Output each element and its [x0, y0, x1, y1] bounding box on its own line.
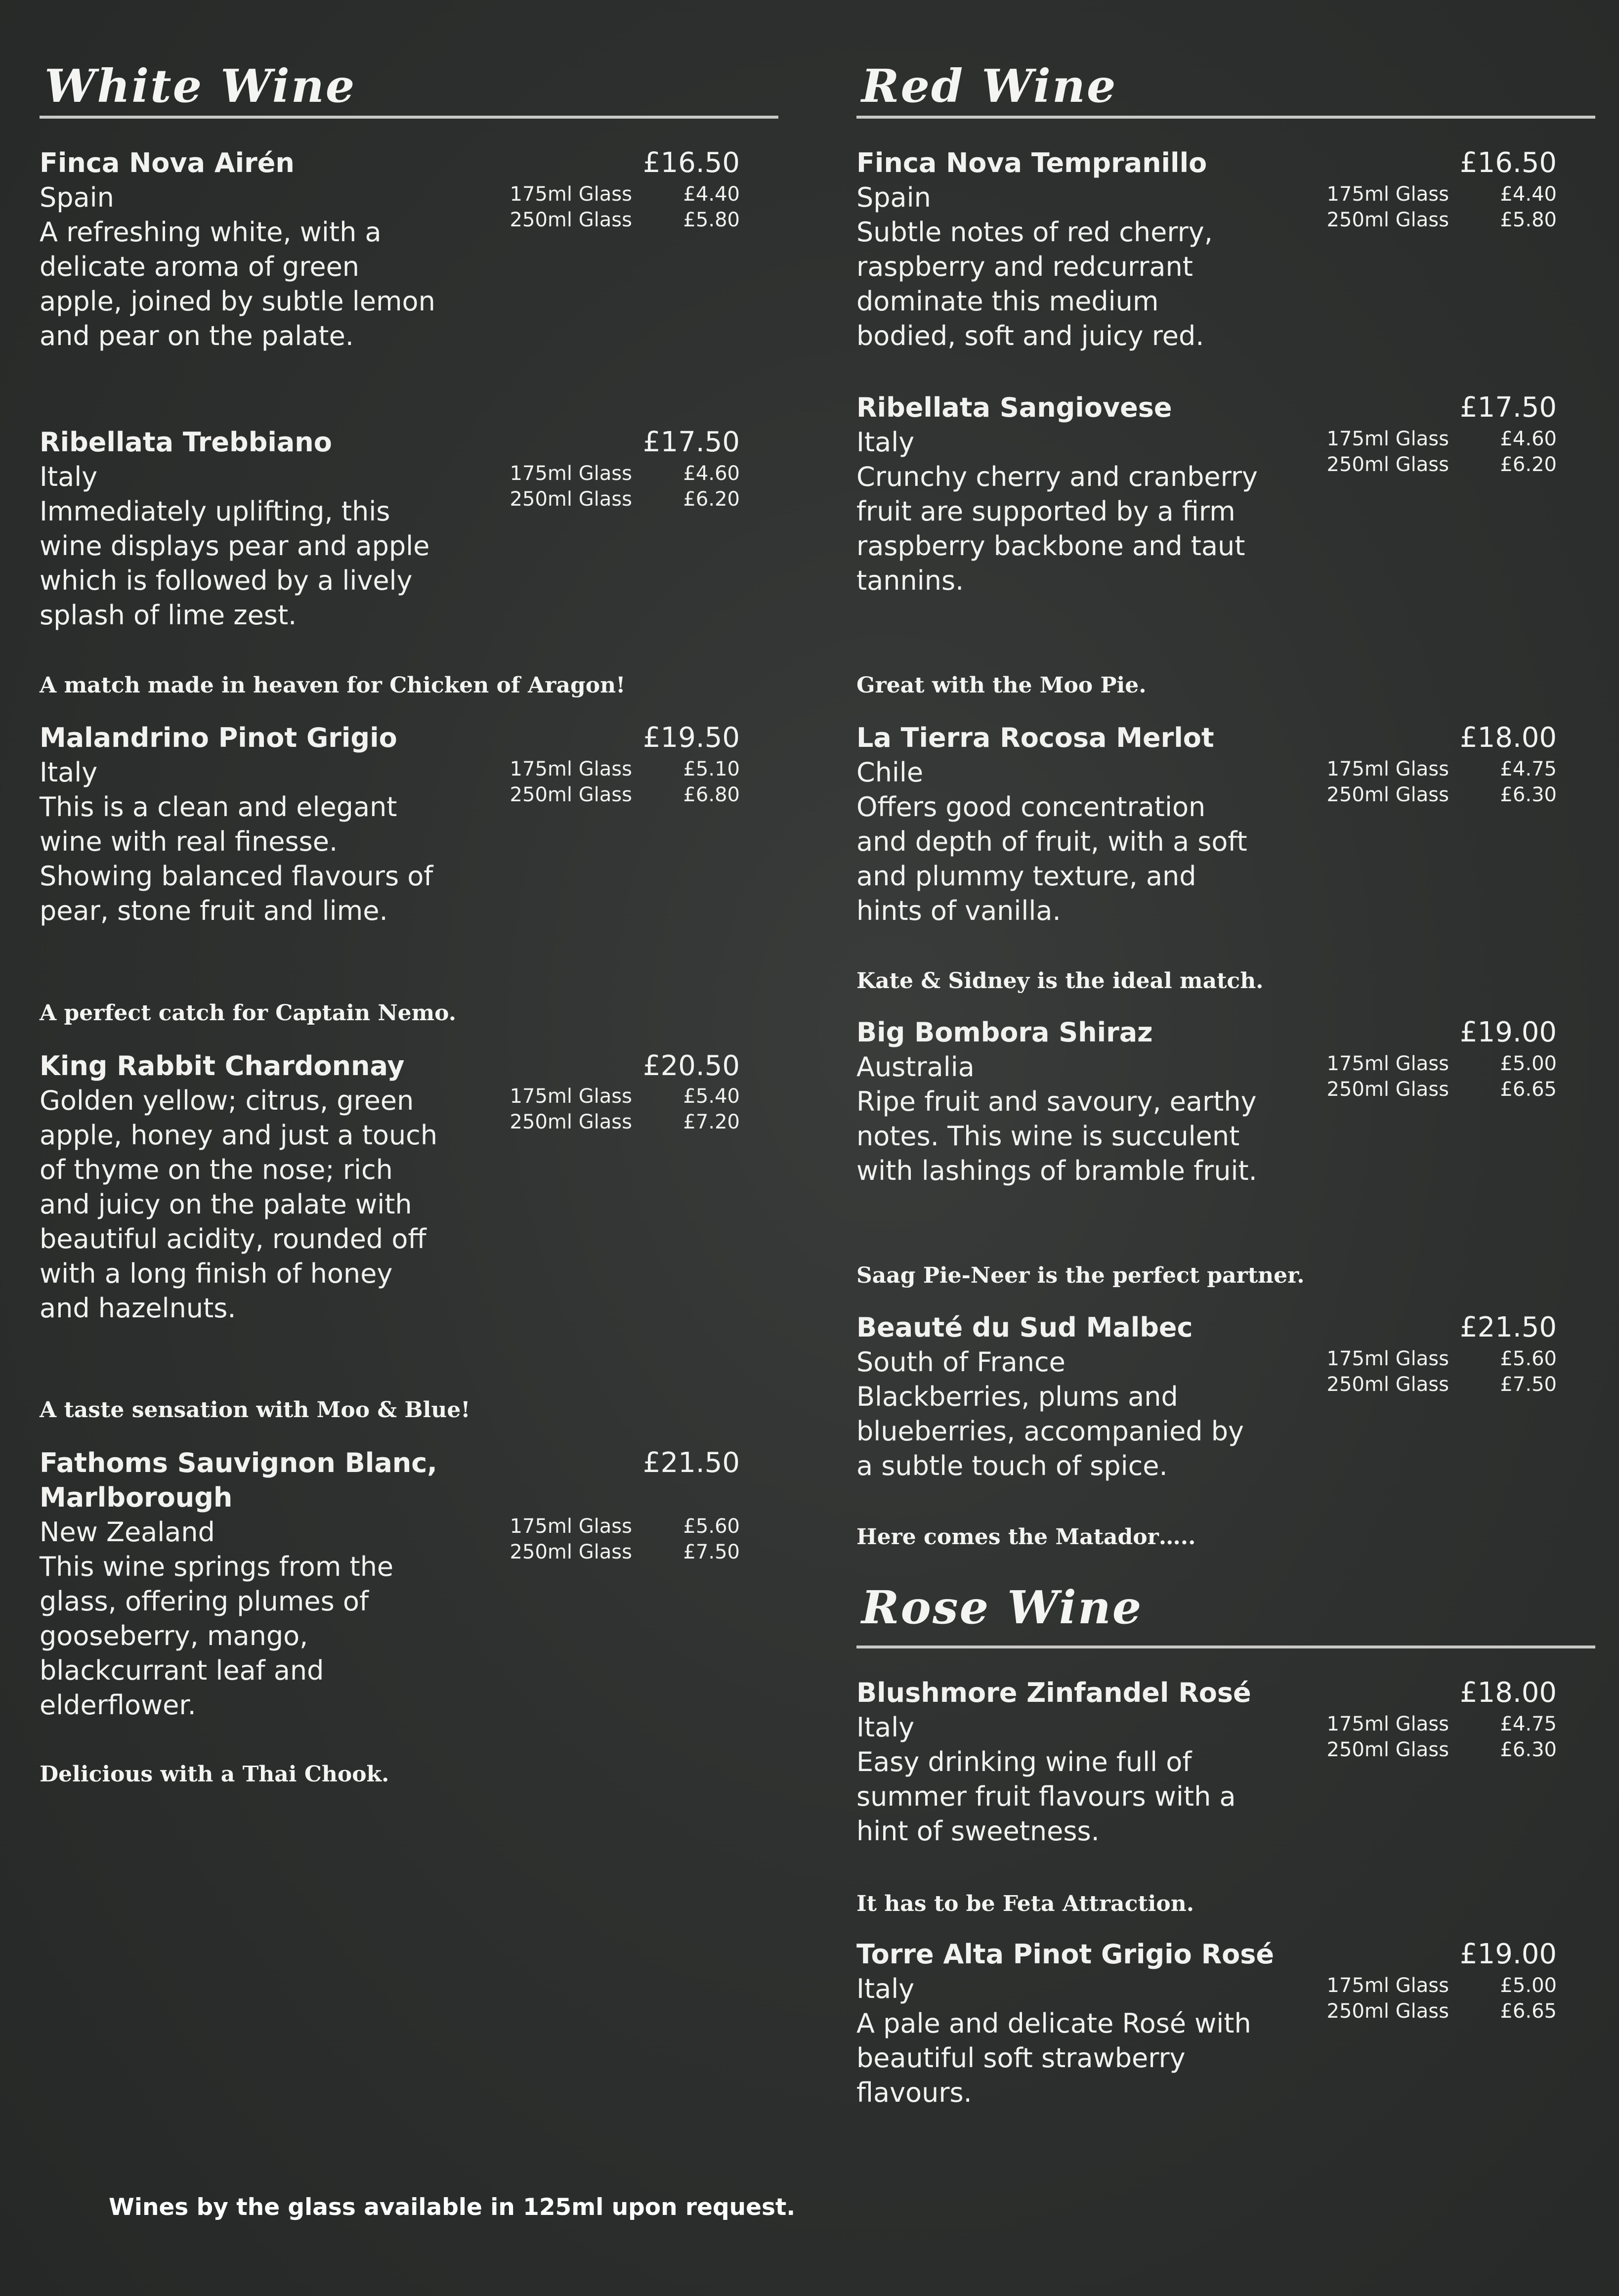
wine-description: This wine springs from the glass, offering plumes of gooseberry, mango, blackcurrant leaf and elderflower.	[40, 1551, 394, 1721]
wine-item	[40, 425, 778, 633]
wine-country: Italy	[856, 1973, 915, 2004]
wine-item	[856, 1015, 1595, 1188]
glass-250-price: £6.65	[1500, 2000, 1557, 2023]
rose-wine-title: Rose Wine	[861, 1581, 1143, 1634]
bottle-price: £18.00	[1460, 1677, 1557, 1709]
section-divider	[856, 116, 1595, 119]
wine-country: Australia	[856, 1051, 975, 1083]
wine-description: Easy drinking wine full of summer fruit flavours with a hint of sweetness.	[856, 1746, 1236, 1847]
glass-250-price: £6.65	[1500, 1078, 1557, 1101]
bottle-price: £21.50	[1460, 1311, 1557, 1343]
glass-prices	[856, 426, 1595, 476]
wine-description: A pale and delicate Rosé with beautiful soft strawberry flavours.	[856, 2008, 1251, 2108]
wine-item	[40, 721, 778, 928]
glass-250-price: £5.80	[683, 209, 740, 231]
wine-item	[856, 146, 1595, 353]
glass-250-price: £7.50	[683, 1541, 740, 1563]
glass-250-label: 250ml Glass	[510, 209, 632, 231]
glass-prices	[856, 1711, 1595, 1761]
glass-prices	[40, 1083, 778, 1133]
glass-prices	[856, 1973, 1595, 2022]
glass-250-label: 250ml Glass	[1326, 209, 1449, 231]
glass-prices	[856, 181, 1595, 231]
food-pairing: A perfect catch for Captain Nemo.	[40, 1000, 457, 1026]
glass-250-price: £6.20	[1500, 453, 1557, 476]
glass-175-price: £5.60	[1500, 1347, 1557, 1370]
glass-250-label: 250ml Glass	[510, 1111, 632, 1133]
bottle-price: £19.00	[1460, 1938, 1557, 1970]
wine-item	[40, 1049, 778, 1326]
wine-description: Golden yellow; citrus, green apple, honey and just a touch of thyme on the nose; rich and juicy on the palate with beautiful acidity, rounded off with a long finish of honey and hazelnuts.	[40, 1085, 438, 1324]
bottle-price: £17.50	[643, 426, 740, 458]
glass-175-label: 175ml Glass	[510, 183, 632, 206]
glass-250-label: 250ml Glass	[510, 1541, 632, 1563]
glass-size-footnote: Wines by the glass available in 125ml upon request.	[109, 2194, 796, 2221]
glass-175-label: 175ml Glass	[1326, 1974, 1449, 1997]
bottle-price: £16.50	[643, 147, 740, 179]
wine-country: Italy	[856, 427, 915, 458]
wine-name: King Rabbit Chardonnay	[40, 1050, 405, 1082]
glass-175-price: £5.00	[1500, 1052, 1557, 1075]
wine-country: New Zealand	[40, 1516, 215, 1548]
glass-250-price: £7.20	[683, 1111, 740, 1133]
glass-175-price: £4.75	[1500, 758, 1557, 780]
glass-175-label: 175ml Glass	[510, 462, 632, 485]
glass-175-label: 175ml Glass	[510, 758, 632, 780]
wine-description: Offers good concentration and depth of fruit, with a soft and plummy texture, and hints of vanilla.	[856, 791, 1247, 926]
wine-name: Beauté du Sud Malbec	[856, 1312, 1193, 1343]
wine-item	[856, 1937, 1595, 2110]
glass-175-label: 175ml Glass	[1326, 1347, 1449, 1370]
wine-item	[40, 1446, 778, 1723]
bottle-price: £19.50	[643, 722, 740, 754]
wine-name: Finca Nova Tempranillo	[856, 147, 1207, 178]
glass-250-label: 250ml Glass	[510, 783, 632, 806]
red-wine-title: Red Wine	[861, 59, 1117, 113]
wine-description: Subtle notes of red cherry, raspberry and redcurrant dominate this medium bodied, soft and juicy red.	[856, 217, 1213, 351]
food-pairing: Delicious with a Thai Chook.	[40, 1762, 389, 1787]
wine-name: Finca Nova Airén	[40, 147, 295, 178]
section-divider	[40, 116, 778, 119]
wine-country: Italy	[40, 757, 98, 788]
wine-name: Ribellata Sangiovese	[856, 392, 1172, 423]
rose-wine-header	[856, 1557, 1595, 1648]
wine-name: Malandrino Pinot Grigio	[40, 722, 397, 753]
food-pairing: A match made in heaven for Chicken of Aragon!	[40, 673, 626, 698]
food-pairing: Great with the Moo Pie.	[856, 673, 1147, 698]
bottle-price: £21.50	[643, 1447, 740, 1479]
glass-250-label: 250ml Glass	[1326, 1738, 1449, 1761]
glass-175-label: 175ml Glass	[1326, 758, 1449, 780]
glass-250-label: 250ml Glass	[1326, 453, 1449, 476]
wine-country: Italy	[40, 461, 98, 492]
glass-250-price: £7.50	[1500, 1373, 1557, 1396]
wine-name: Fathoms Sauvignon Blanc, Marlborough	[40, 1447, 437, 1513]
bottle-price: £20.50	[643, 1050, 740, 1082]
glass-prices	[40, 181, 778, 231]
glass-175-label: 175ml Glass	[1326, 428, 1449, 450]
food-pairing: Here comes the Matador…..	[856, 1524, 1196, 1550]
glass-175-price: £4.60	[1500, 428, 1557, 450]
glass-250-price: £6.80	[683, 783, 740, 806]
glass-prices	[856, 756, 1595, 806]
wine-description: Immediately uplifting, this wine displays pear and apple which is followed by a lively splash of lime zest.	[40, 496, 430, 631]
glass-175-label: 175ml Glass	[1326, 183, 1449, 206]
glass-250-label: 250ml Glass	[1326, 1373, 1449, 1396]
glass-250-label: 250ml Glass	[1326, 783, 1449, 806]
glass-175-label: 175ml Glass	[1326, 1052, 1449, 1075]
glass-175-price: £5.60	[683, 1515, 740, 1538]
wine-description: Ripe fruit and savoury, earthy notes. This wine is succulent with lashings of bramble fruit.	[856, 1086, 1257, 1186]
wine-description: Crunchy cherry and cranberry fruit are supported by a firm raspberry backbone and taut tannins.	[856, 461, 1258, 596]
bottle-price: £17.50	[1460, 391, 1557, 424]
red-wine-header	[856, 25, 1595, 119]
wine-item	[856, 1676, 1595, 1849]
food-pairing: Saag Pie-Neer is the perfect partner.	[856, 1263, 1305, 1288]
wine-name: Blushmore Zinfandel Rosé	[856, 1677, 1251, 1708]
food-pairing: Kate & Sidney is the ideal match.	[856, 968, 1264, 994]
glass-250-price: £6.20	[683, 488, 740, 511]
bottle-price: £19.00	[1460, 1016, 1557, 1048]
wine-country: Spain	[40, 182, 114, 213]
wine-country: Spain	[856, 182, 931, 213]
section-divider	[856, 1646, 1595, 1648]
white-wine-title: White Wine	[44, 59, 356, 113]
glass-250-price: £6.30	[1500, 1738, 1557, 1761]
glass-175-label: 175ml Glass	[510, 1085, 632, 1108]
wine-description: Blackberries, plums and blueberries, accompanied by a subtle touch of spice.	[856, 1381, 1244, 1481]
wine-name: Big Bombora Shiraz	[856, 1017, 1153, 1048]
wine-country: Italy	[856, 1712, 915, 1743]
wine-item	[856, 390, 1595, 598]
wine-name: Torre Alta Pinot Grigio Rosé	[856, 1939, 1275, 1970]
glass-prices	[40, 461, 778, 510]
glass-250-price: £5.80	[1500, 209, 1557, 231]
wine-country: Chile	[856, 757, 924, 788]
glass-175-label: 175ml Glass	[510, 1515, 632, 1538]
glass-250-label: 250ml Glass	[1326, 1078, 1449, 1101]
wine-item	[856, 721, 1595, 928]
glass-250-price: £6.30	[1500, 783, 1557, 806]
wine-country: South of France	[856, 1346, 1065, 1378]
glass-prices	[856, 1051, 1595, 1100]
wine-name: Ribellata Trebbiano	[40, 427, 332, 458]
food-pairing: It has to be Feta Attraction.	[856, 1891, 1194, 1916]
wine-description: This is a clean and elegant wine with real finesse. Showing balanced flavours of pear, stone fruit and lime.	[40, 791, 433, 926]
wine-item	[856, 1310, 1595, 1483]
glass-175-label: 175ml Glass	[1326, 1713, 1449, 1735]
white-wine-header	[40, 25, 778, 119]
bottle-price: £16.50	[1460, 147, 1557, 179]
wine-item	[40, 146, 778, 353]
glass-175-price: £5.00	[1500, 1974, 1557, 1997]
glass-prices	[40, 756, 778, 806]
glass-175-price: £4.40	[683, 183, 740, 206]
glass-prices	[40, 1514, 778, 1563]
bottle-price: £18.00	[1460, 722, 1557, 754]
glass-250-label: 250ml Glass	[1326, 2000, 1449, 2023]
glass-250-label: 250ml Glass	[510, 488, 632, 511]
glass-prices	[856, 1346, 1595, 1395]
food-pairing: A taste sensation with Moo & Blue!	[40, 1397, 470, 1423]
wine-description: A refreshing white, with a delicate aroma of green apple, joined by subtle lemon and pear on the palate.	[40, 217, 435, 351]
glass-175-price: £4.40	[1500, 183, 1557, 206]
glass-175-price: £4.75	[1500, 1713, 1557, 1735]
wine-name: La Tierra Rocosa Merlot	[856, 722, 1214, 753]
glass-175-price: £5.10	[683, 758, 740, 780]
glass-175-price: £5.40	[683, 1085, 740, 1108]
glass-175-price: £4.60	[683, 462, 740, 485]
